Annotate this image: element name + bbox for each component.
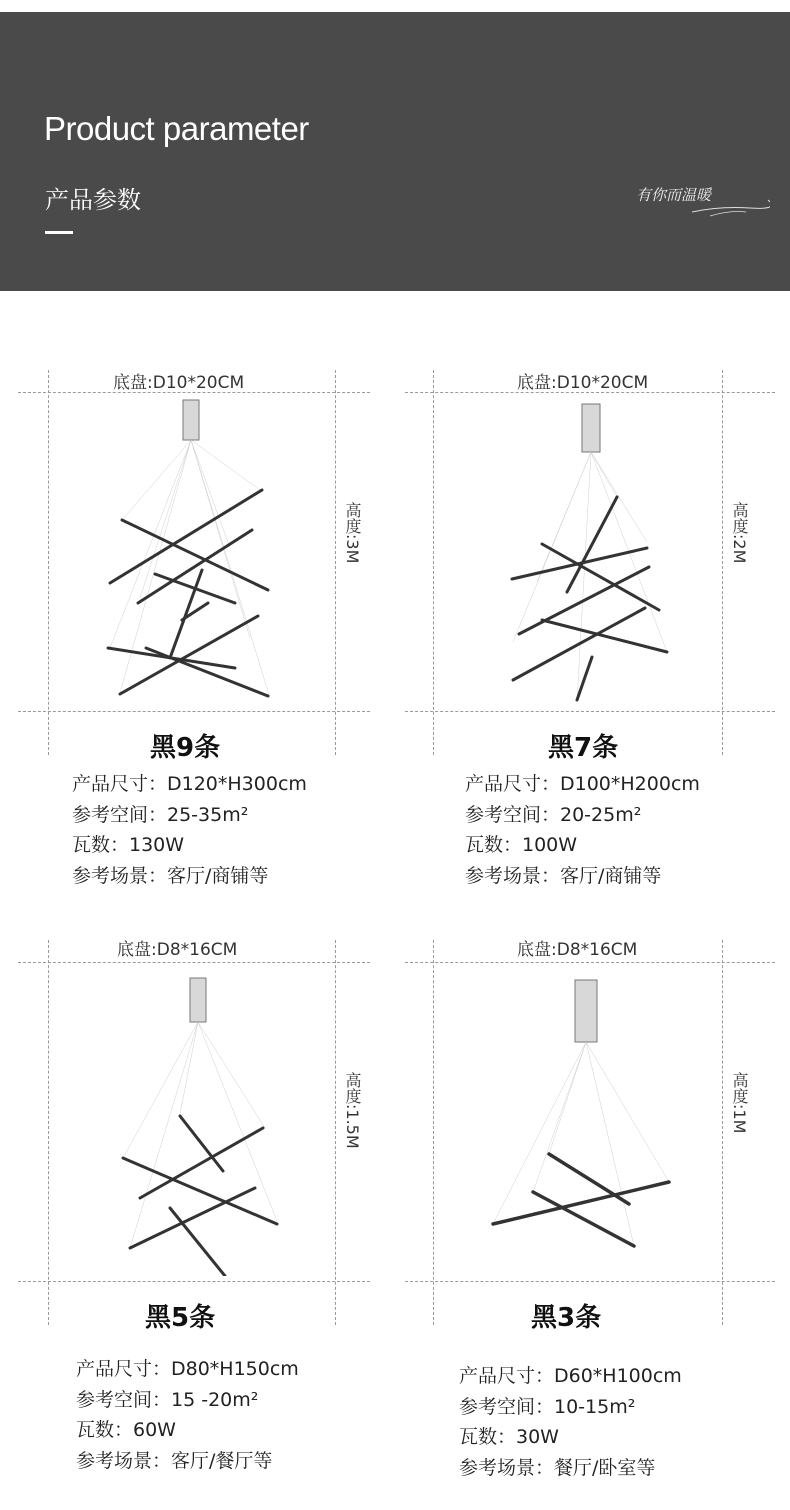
base-size-label: 底盘:D10*20CM [517, 373, 649, 393]
spec-list [465, 769, 700, 891]
dim-line-bottom [18, 1281, 370, 1282]
spec-scene: 参考场景：客厅/餐厅等 [76, 1449, 273, 1472]
base-size-label: 底盘:D8*16CM [517, 940, 638, 960]
dim-line-top [405, 962, 775, 963]
slogan-signature: 有你而温暖 [636, 186, 712, 204]
pendant-lamp-3-image [489, 978, 679, 1248]
spec-space: 参考空间：20-25m² [465, 803, 642, 826]
product-card-9-bars [0, 360, 395, 920]
spec-size: 产品尺寸：D60*H100cm [459, 1365, 682, 1387]
spec-space: 参考空间：15 -20m² [76, 1388, 259, 1411]
spec-scene: 参考场景：客厅/商铺等 [72, 864, 269, 887]
page-title-cn: 产品参数 [45, 186, 141, 214]
dim-line-left [433, 940, 434, 1325]
spec-wattage: 瓦数：30W [459, 1426, 559, 1448]
model-name: 黑7条 [548, 733, 619, 763]
spec-size: 产品尺寸：D100*H200cm [465, 773, 700, 795]
dim-line-right [722, 370, 723, 755]
spec-scene: 参考场景：餐厅/卧室等 [459, 1456, 656, 1479]
dim-line-bottom [405, 711, 775, 712]
product-card-3-bars [395, 930, 790, 1490]
dim-line-right [335, 370, 336, 755]
spec-size: 产品尺寸：D80*H150cm [76, 1358, 299, 1380]
spec-scene: 参考场景：客厅/商铺等 [465, 864, 662, 887]
spec-wattage: 瓦数：60W [76, 1419, 176, 1441]
dim-line-bottom [18, 711, 370, 712]
page-title-en: Product parameter [44, 110, 309, 147]
dim-line-left [48, 940, 49, 1325]
height-label: 高度:2M [730, 502, 749, 564]
product-card-7-bars [395, 360, 790, 920]
height-label: 高度:1M [730, 1072, 749, 1134]
dim-line-left [433, 370, 434, 755]
model-name: 黑3条 [531, 1303, 602, 1333]
base-size-label: 底盘:D8*16CM [117, 940, 238, 960]
height-label: 高度:1.5M [343, 1072, 362, 1149]
spec-space: 参考空间：10-15m² [459, 1395, 636, 1418]
height-label: 高度:3M [343, 502, 362, 564]
product-card-5-bars [0, 930, 395, 1490]
dim-line-bottom [405, 1281, 775, 1282]
model-name: 黑9条 [150, 733, 221, 763]
pendant-lamp-5-image [115, 976, 285, 1276]
pendant-lamp-7-image [507, 402, 677, 702]
spec-list [76, 1354, 299, 1476]
dim-line-right [335, 940, 336, 1325]
header-banner [0, 12, 790, 291]
base-size-label: 底盘:D10*20CM [113, 373, 245, 393]
spec-size: 产品尺寸：D120*H300cm [72, 773, 307, 795]
spec-space: 参考空间：25-35m² [72, 803, 249, 826]
model-name: 黑5条 [145, 1303, 216, 1333]
dim-line-right [722, 940, 723, 1325]
pendant-lamp-9-image [100, 398, 280, 703]
spec-list [72, 769, 307, 891]
spec-wattage: 瓦数：130W [72, 834, 185, 856]
dim-line-top [18, 962, 370, 963]
title-underline [45, 231, 73, 234]
dim-line-left [48, 370, 49, 755]
spec-wattage: 瓦数：100W [465, 834, 578, 856]
signature-flourish [690, 196, 770, 220]
spec-list [459, 1361, 682, 1483]
